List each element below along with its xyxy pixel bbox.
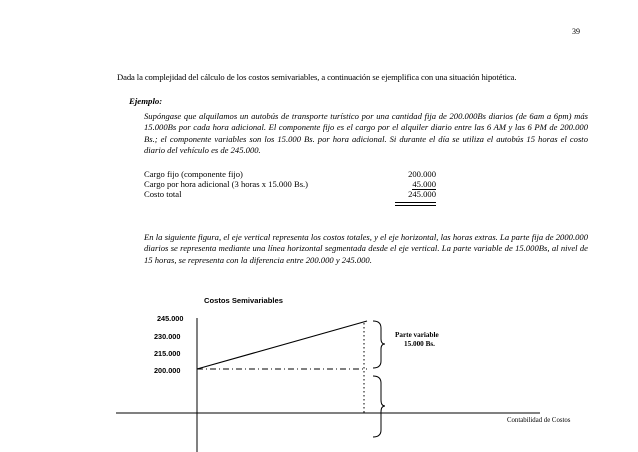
cost-row-value-fixed: 200.000 [408,169,436,179]
example-heading: Ejemplo: [129,96,163,106]
fixed-part-brace [373,376,385,437]
page-footer: Contabilidad de Costos [507,417,571,424]
cost-row-label-variable: Cargo por hora adicional (3 horas x 15.000 Bs.) [144,179,309,189]
y-tick-label: 245.000 [157,314,184,323]
figure-paragraph: En la siguiente figura, el eje vertical representa los costos totales, y el eje horizontal, las horas extras. La parte fija de 2000.000 diarios se representa mediante una línea horizontal segmentada desde el eje vertical. La parte variable de 15.000Bs, al nivel de 15 horas, se representa con la diferencia entre 200.000 y 245.000. [144,232,588,265]
chart-title: Costos Semivariables [204,296,283,305]
cost-row-label-fixed: Cargo fijo (componente fijo) [144,169,243,179]
y-tick-label: 230.000 [154,332,181,341]
cost-row-value-total: 245.000 [408,189,436,199]
variable-part-value: 15.000 Bs. [404,340,435,348]
cost-row-label-total: Costo total [144,189,182,199]
page-number: 39 [572,27,580,36]
total-cost-line [197,321,367,369]
intro-paragraph: Dada la complejidad del cálculo de los costos semivariables, a continuación se ejemplifica con una situación hipotética. [117,72,517,82]
y-tick-label: 200.000 [154,366,181,375]
variable-part-brace [373,321,385,368]
example-paragraph: Supóngase que alquilamos un autobús de transporte turístico por una cantidad fija de 200.000Bs diarios (de 6am a 6pm) más 15.000Bs por cada hora adicional. El componente fijo es el cargo por el alquiler diario entre las 6 AM y las 6 PM de 200.000 Bs.; el componente variables son los 15.000 Bs. por hora adicional. Si durante el día se utiliza el autobús 15 horas el costo diario del vehículo es de 245.000. [144,111,588,155]
y-tick-label: 215.000 [154,349,181,358]
variable-part-label: Parte variable [395,331,439,339]
cost-row-value-variable: 45.000 [412,179,436,189]
